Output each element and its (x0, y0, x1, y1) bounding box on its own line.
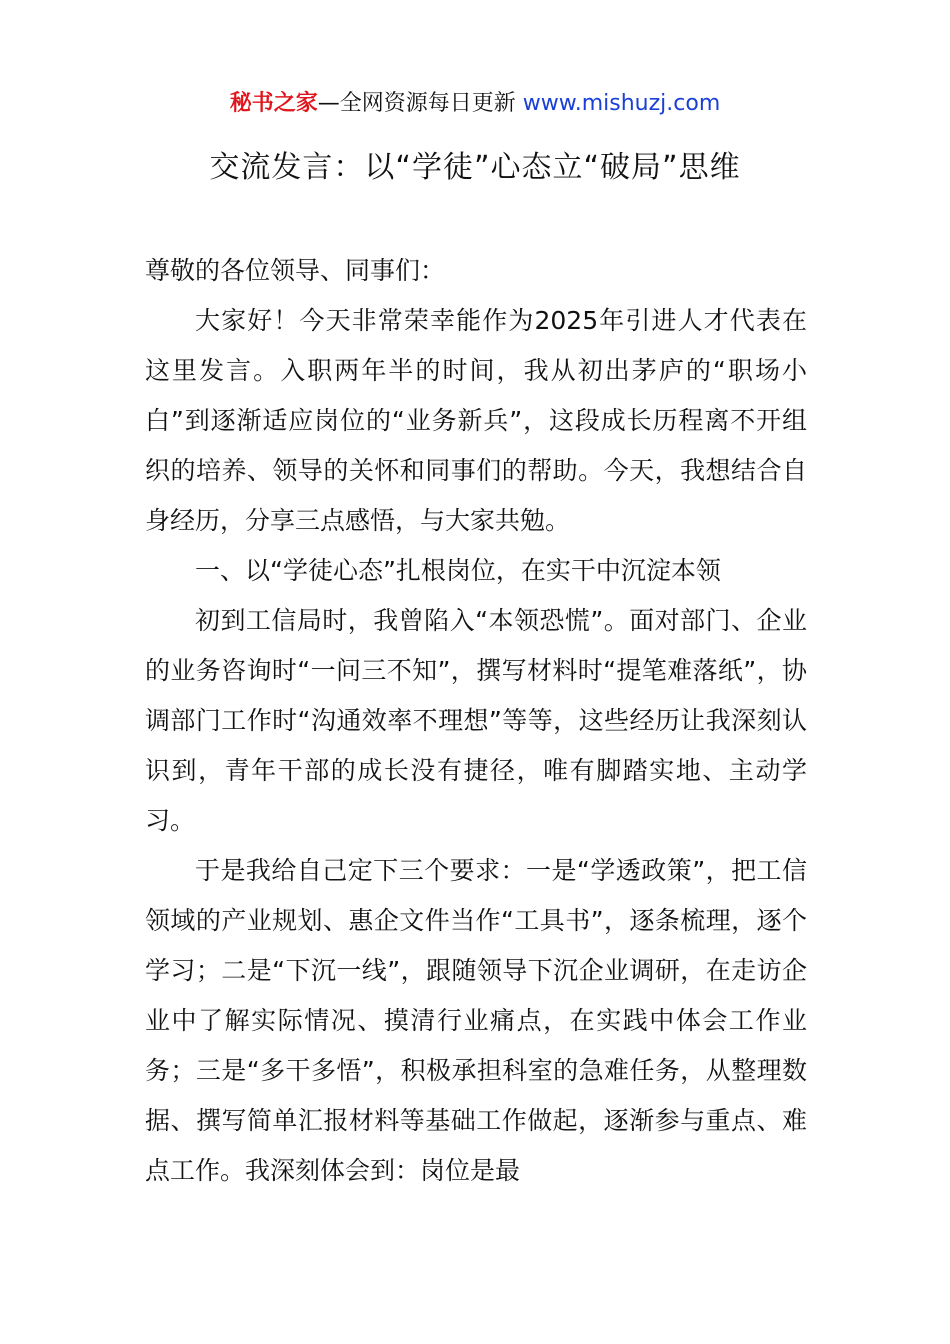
document-title: 交流发言：以“学徒”心态立“破局”思维 (209, 150, 741, 185)
paragraph-intro: 大家好！今天非常荣幸能作为2025年引进人才代表在这里发言。入职两年半的时间，我从初出茅庐的“职场小白”到逐渐适应岗位的“业务新兵”，这段成长历程离不开组织的培养、领导的关怀和同事们的帮助。今天，我想结合自身经历，分享三点感悟，与大家共勉。 (145, 306, 807, 535)
document-body (145, 246, 807, 1196)
paragraph-section1-2: 于是我给自己定下三个要求：一是“学透政策”，把工信领域的产业规划、惠企文件当作“工具书”，逐条梳理，逐个学习；二是“下沉一线”，跟随领导下沉企业调研，在走访企业中了解实际情况、摸清行业痛点，在实践中体会工作业务；三是“多干多悟”，积极承担科室的急难任务，从整理数据、撰写简单汇报材料等基础工作做起，逐渐参与重点、难点工作。我深刻体会到：岗位是最 (145, 856, 807, 1185)
paragraph-section1-1: 初到工信局时，我曾陷入“本领恐慌”。面对部门、企业的业务咨询时“一问三不知”，撰写材料时“提笔难落纸”，协调部门工作时“沟通效率不理想”等等，这些经历让我深刻认识到，青年干部的成长没有捷径，唯有脚踏实地、主动学习。 (145, 606, 807, 835)
site-header (0, 88, 950, 120)
header-slogan: —全网资源每日更新 (317, 91, 523, 116)
site-url-link[interactable]: www.mishuzj.com (522, 91, 721, 116)
salutation: 尊敬的各位领导、同事们： (145, 256, 446, 285)
section-heading-1: 一、以“学徒心态”扎根岗位，在实干中沉淀本领 (195, 556, 721, 585)
brand-name: 秘书之家 (229, 91, 318, 116)
